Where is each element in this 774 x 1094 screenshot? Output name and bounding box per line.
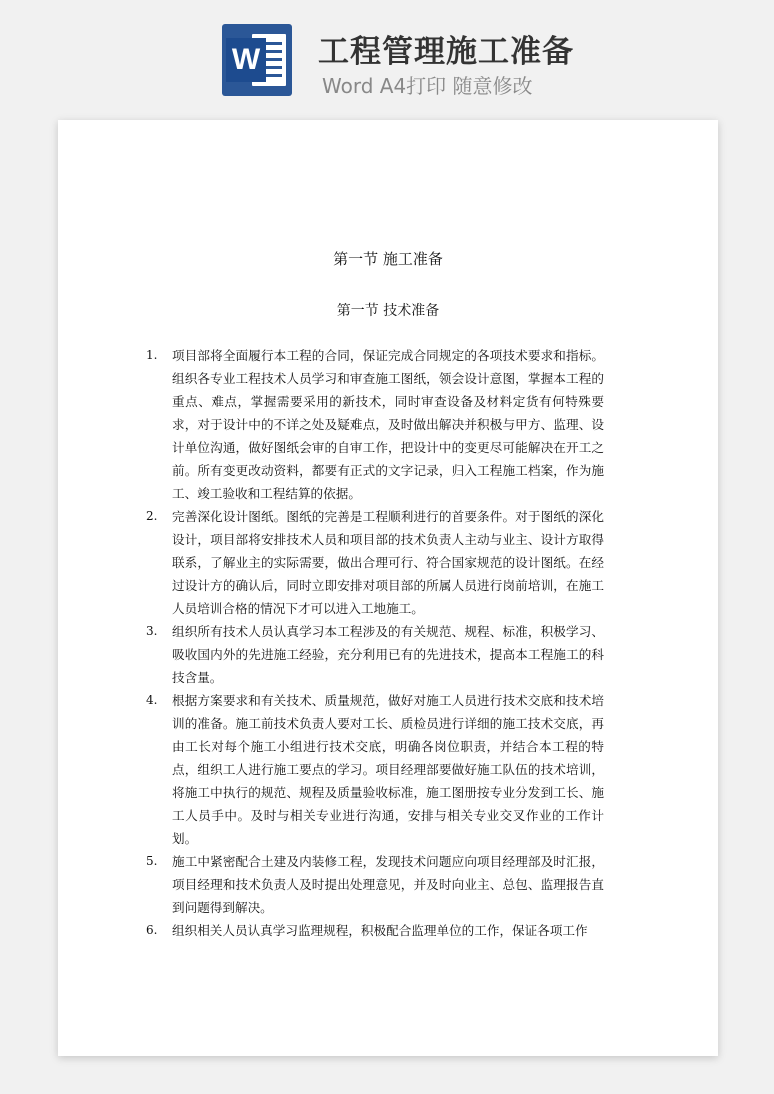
list-item: [146, 919, 604, 942]
list-item: [146, 620, 604, 689]
document-page: [58, 120, 718, 1056]
list-item: [146, 505, 604, 620]
list-number: 4.: [146, 693, 158, 707]
numbered-list: [146, 344, 604, 942]
list-text: 项目部将全面履行本工程的合同，保证完成合同规定的各项技术要求和指标。组织各专业工程技术人员学习和审查施工图纸，领会设计意图，掌握本工程的重点、难点，掌握需要采用的新技术，同时审查设备及材料定货有何特殊要求，对于设计中的不详之处及疑难点，及时做出解决并积极与甲方、监理、设计单位沟通，做好图纸会审的自审工作，把设计中的变更尽可能解决在开工之前。所有变更改动资料，都要有正式的文字记录，归入工程施工档案，作为施工、竣工验收和工程结算的依据。: [172, 348, 604, 501]
subsection-heading: 第一节 技术准备: [336, 303, 440, 319]
list-text: 根据方案要求和有关技术、质量规范，做好对施工人员进行技术交底和技术培训的准备。施工前技术负责人要对工长、质检员进行详细的施工技术交底，再由工长对每个施工小组进行技术交底，明确各岗位职责，并结合本工程的特点，组织工人进行施工要点的学习。项目经理部要做好施工队伍的技术培训，将施工中执行的规范、规程及质量验收标准，施工图册按专业分发到工长、施工人员手中。及时与相关专业进行沟通，安排与相关专业交叉作业的工作计划。: [172, 693, 604, 846]
page-header: [0, 0, 774, 110]
list-number: 1.: [146, 348, 158, 362]
list-number: 5.: [146, 854, 158, 868]
list-text: 组织相关人员认真学习监理规程，积极配合监理单位的工作，保证各项工作: [172, 923, 588, 938]
list-text: 完善深化设计图纸。图纸的完善是工程顺利进行的首要条件。对于图纸的深化设计，项目部将安排技术人员和项目部的技术负责人主动与业主、设计方取得联系，了解业主的实际需要，做出合理可行、符合国家规范的设计图纸。在经过设计方的确认后，同时立即安排对项目部的所属人员进行岗前培训，在施工人员培训合格的情况下才可以进入工地施工。: [172, 509, 604, 616]
list-number: 2.: [146, 509, 158, 523]
page-title: 工程管理施工准备: [318, 34, 574, 70]
list-item: [146, 344, 604, 505]
word-document-icon: [222, 24, 292, 96]
list-item: [146, 689, 604, 850]
list-number: 3.: [146, 624, 158, 638]
page-subtitle: Word A4打印 随意修改: [322, 74, 533, 98]
list-number: 6.: [146, 923, 158, 937]
list-item: [146, 850, 604, 919]
list-text: 组织所有技术人员认真学习本工程涉及的有关规范、规程、标准，积极学习、吸收国内外的先进施工经验，充分利用已有的先进技术，提高本工程施工的科技含量。: [172, 624, 604, 685]
list-text: 施工中紧密配合土建及内装修工程，发现技术问题应向项目经理部及时汇报，项目经理和技术负责人及时提出处理意见，并及时向业主、总包、监理报告直到问题得到解决。: [172, 854, 604, 915]
section-heading: 第一节 施工准备: [333, 250, 443, 268]
word-icon-letter: W: [226, 38, 266, 82]
